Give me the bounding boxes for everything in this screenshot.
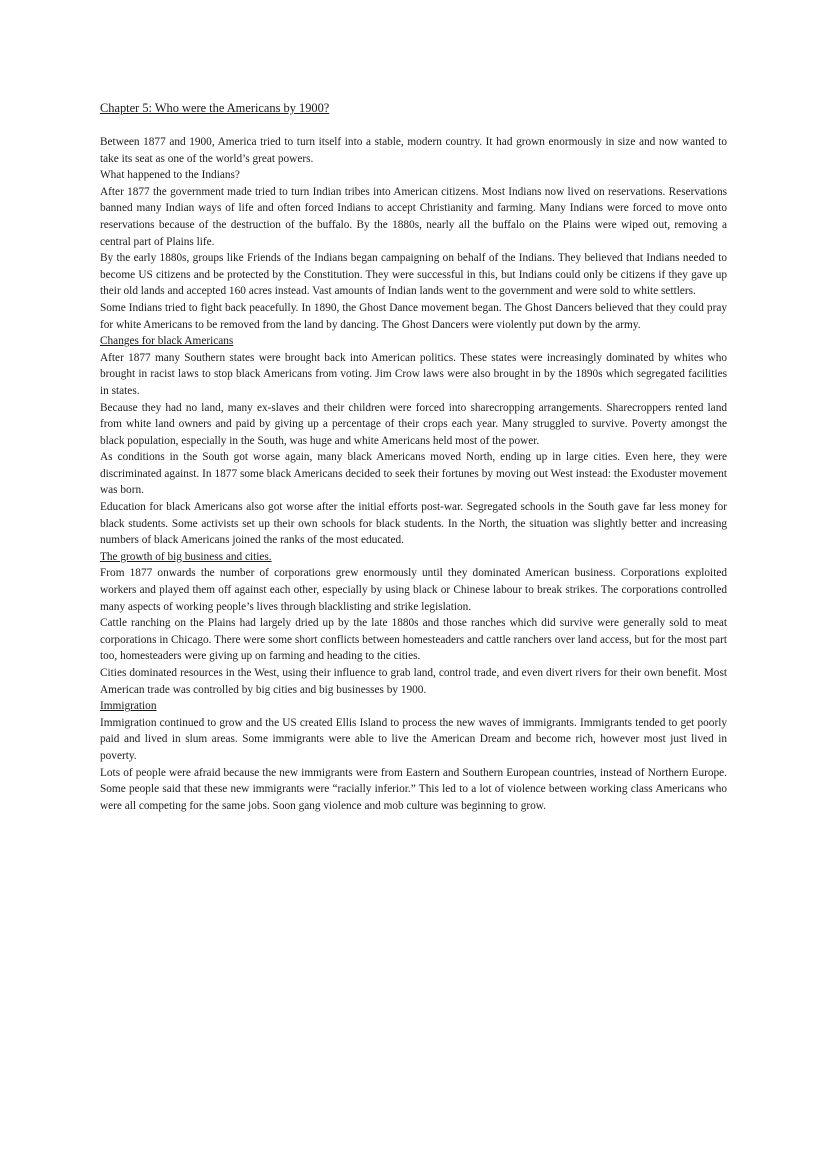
document-page [100,100,727,814]
paragraph: Between 1877 and 1900, America tried to turn itself into a stable, modern country. It had grown enormously in size and now wanted to take its seat as one of the world’s great powers. [100,136,727,165]
section-heading: Immigration [100,700,157,713]
paragraph: Cities dominated resources in the West, using their influence to grab land, control trade, and even divert rivers for their own benefit. Most American trade was controlled by big cities and big businesses by 1900. [100,667,727,696]
paragraph: Cattle ranching on the Plains had largely dried up by the late 1880s and those ranches which did survive were generally sold to meat corporations in Chicago. There were some short conflicts between homesteaders and cattle ranchers over land access, but for the most part too, homesteaders were giving up on farming and heading to the cities. [100,617,727,663]
paragraph: Education for black Americans also got worse after the initial efforts post-war. Segregated schools in the South gave far less money for black students. Some activists set up their own schools for black students. In the North, the situation was slightly better and increasing numbers of black Americans joined the ranks of the most educated. [100,501,727,547]
paragraph: After 1877 the government made tried to turn Indian tribes into American citizens. Most Indians now lived on reservations. Reservations banned many Indian ways of life and often forced Indians to accept Christianity and farming. Many Indians were forced to move onto reservations because of the destruction of the buffalo. By the 1880s, nearly all the buffalo on the Plains were wiped out, removing a central part of Plains life. [100,185,727,248]
section-heading: Changes for black Americans [100,335,234,348]
paragraph: Immigration continued to grow and the US created Ellis Island to process the new waves of immigrants. Immigrants tended to get poorly paid and lived in slum areas. Some immigrants were able to live the American Dream and become rich, however most just lived in poverty. [100,716,727,762]
paragraph: Because they had no land, many ex-slaves and their children were forced into sharecropping arrangements. Sharecroppers rented land from white land owners and paid by giving up a percentage of their crops each year. Many struggled to survive. Poverty amongst the black population, especially in the South, was huge and white Americans held most of the power. [100,401,727,447]
paragraph: Lots of people were afraid because the new immigrants were from Eastern and Southern European countries, instead of Northern Europe. Some people said that these new immigrants were “racially inferior.” This led to a lot of violence between working class Americans who were all competing for the same jobs. Soon gang violence and mob culture was beginning to grow. [100,766,727,812]
section-heading: The growth of big business and cities. [100,550,272,563]
paragraph: As conditions in the South got worse again, many black Americans moved North, ending up in large cities. Even here, they were discriminated against. In 1877 some black Americans decided to seek their fortunes by moving out West instead: the Exoduster movement was born. [100,451,727,497]
paragraph: Some Indians tried to fight back peacefully. In 1890, the Ghost Dance movement began. The Ghost Dancers believed that they could pray for white Americans to be removed from the land by dancing. The Ghost Dancers were violently put down by the army. [100,301,727,331]
document-body [100,134,727,814]
section-heading: What happened to the Indians? [100,169,240,182]
paragraph: From 1877 onwards the number of corporations grew enormously until they dominated American business. Corporations exploited workers and played them off against each other, especially by using black or Chinese labour to break strikes. The corporations controlled many aspects of working people’s lives through blacklisting and strike legislation. [100,567,727,613]
page-title: Chapter 5: Who were the Americans by 1900? [100,101,330,115]
paragraph: By the early 1880s, groups like Friends of the Indians began campaigning on behalf of the Indians. They believed that Indians needed to become US citizens and be protected by the Constitution. They were successful in this, but Indians could only be citizens if they gave up their old lands and accepted 160 acres instead. Vast amounts of Indian lands went to the government and were sold to white settlers. [100,252,727,298]
paragraph: After 1877 many Southern states were brought back into American politics. These states were increasingly dominated by whites who brought in racist laws to stop black Americans from voting. Jim Crow laws were also brought in by the 1890s which segregated facilities in states. [100,351,727,397]
